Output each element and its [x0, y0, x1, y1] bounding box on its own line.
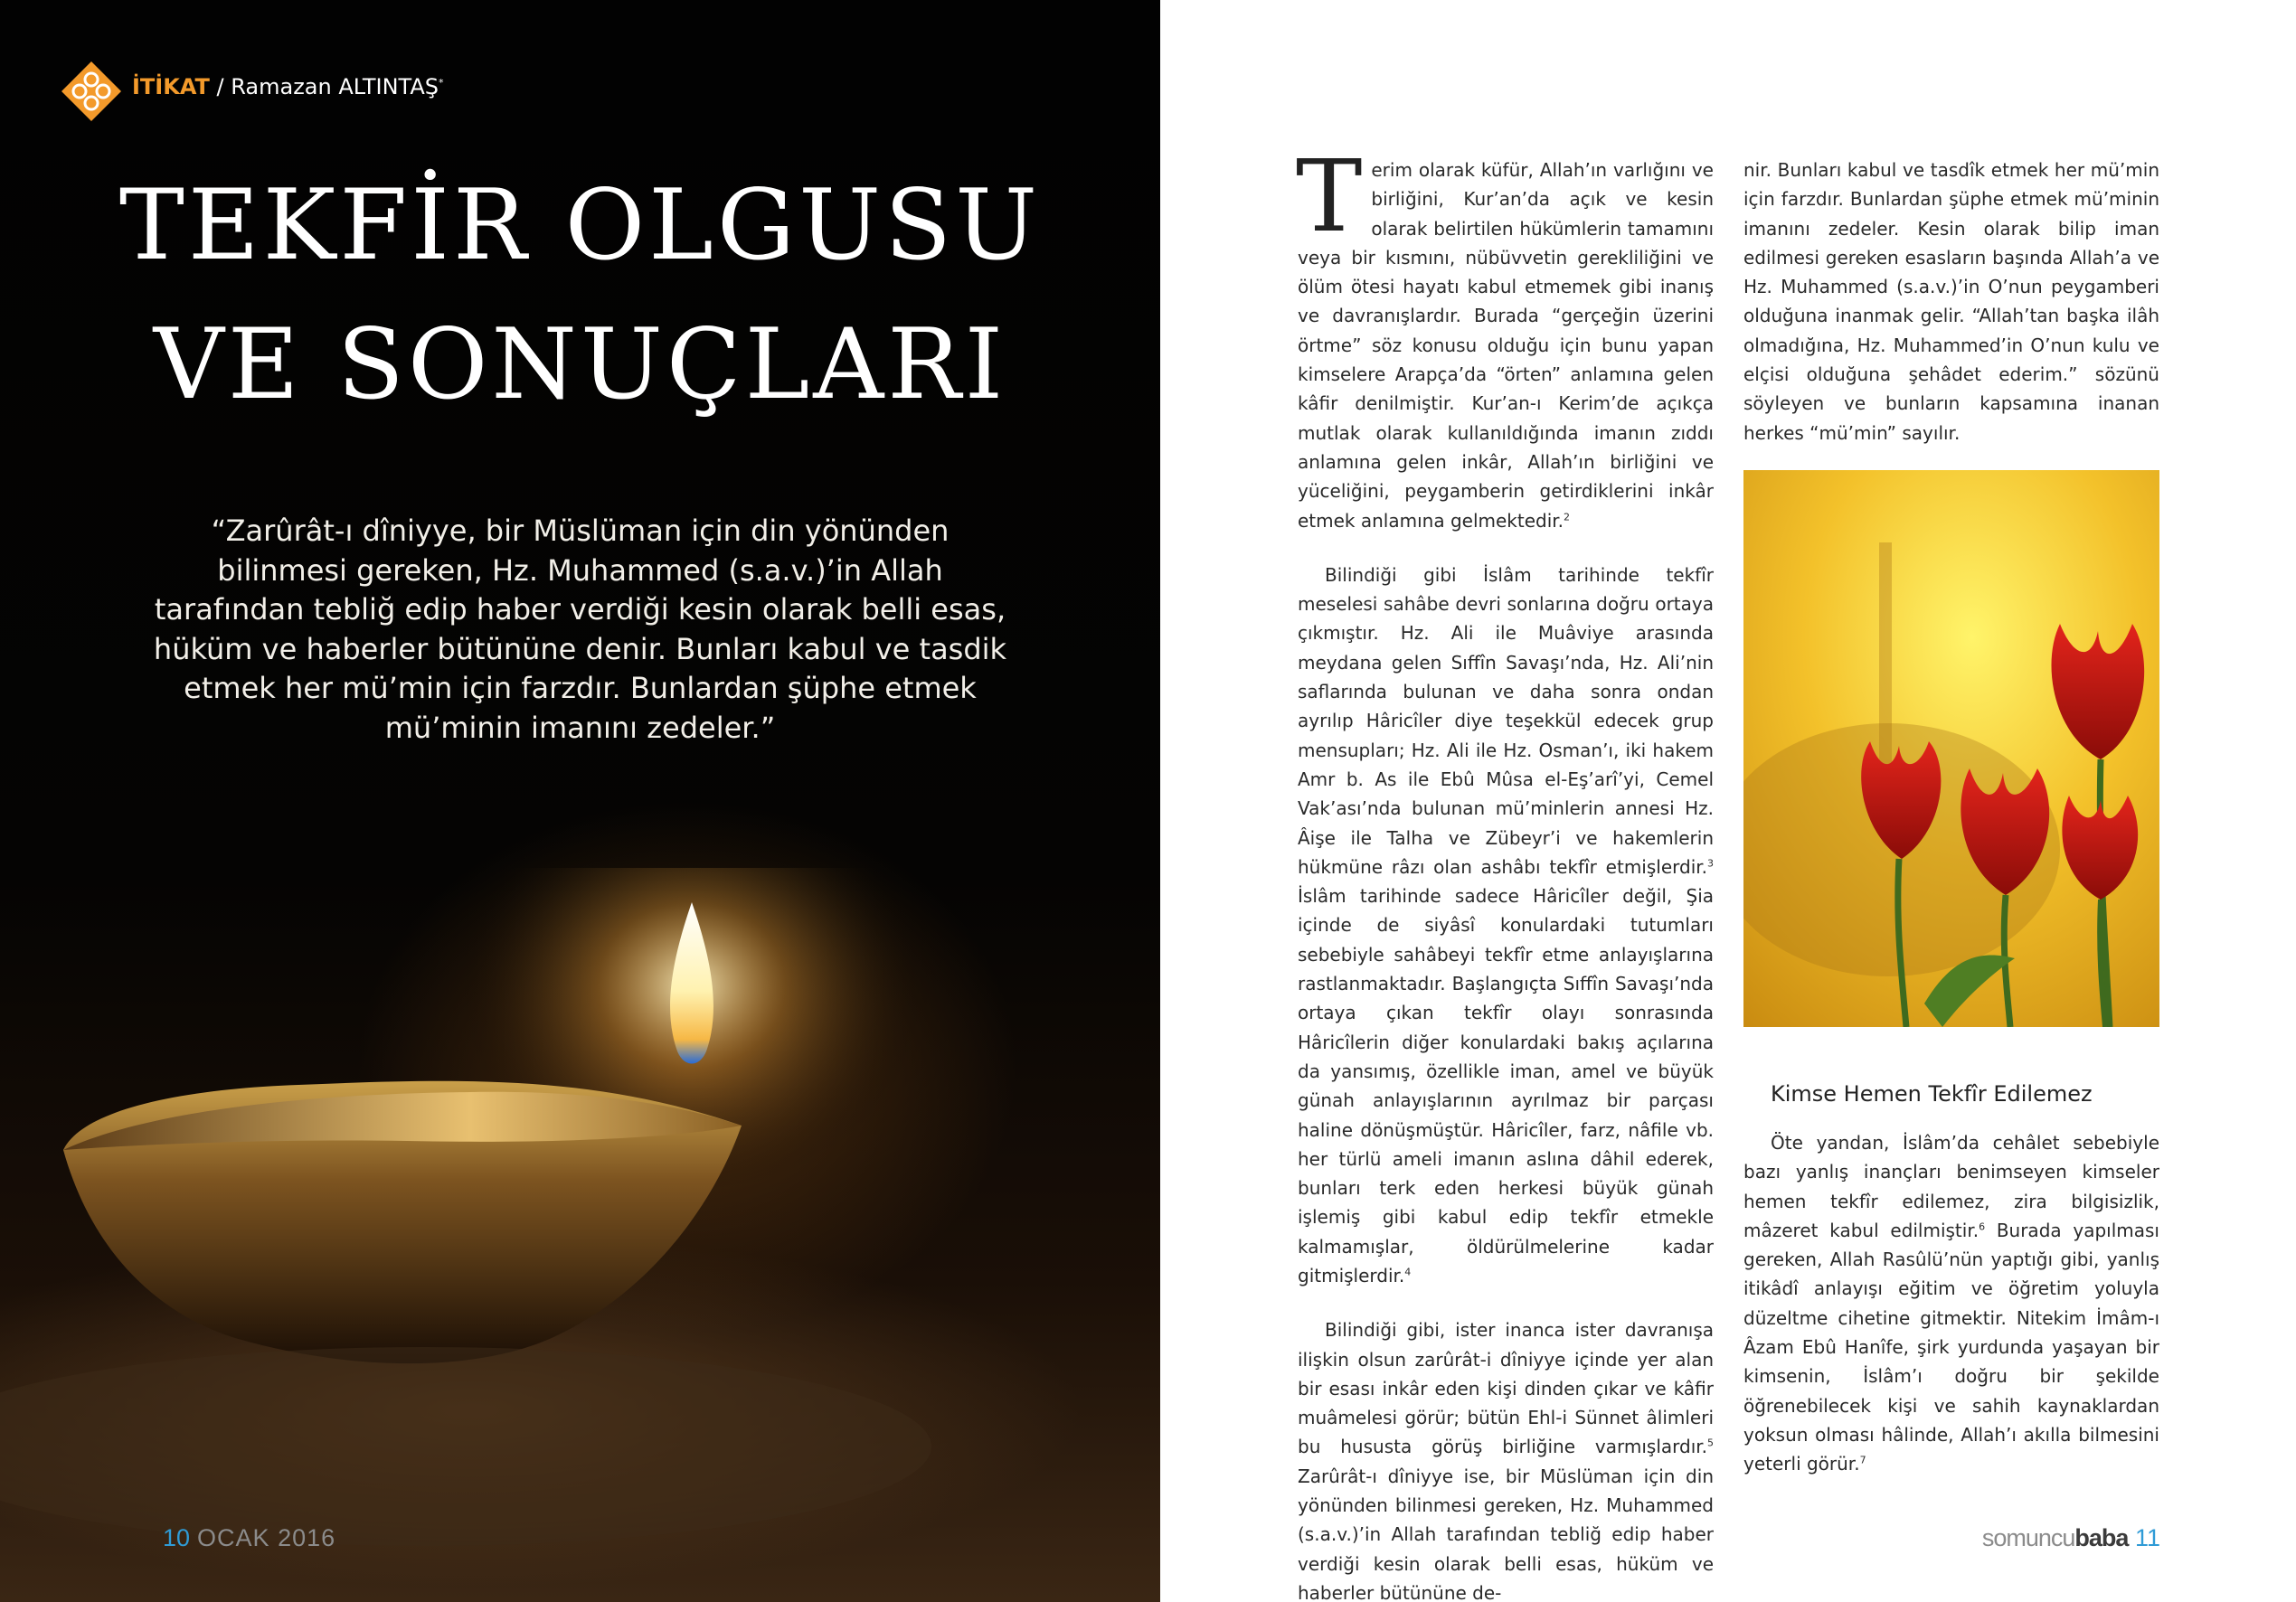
- paragraph-1-text: erim olarak küfür, Allah’ın varlığını ve birliğini, Kur’an’da açık ve kesin olarak belirtilen hükümlerin tamamını veya bir kısmını, nübüvvetin gerekliliğini ve ölüm ötesi hayatı kabul etmemek gibi inanış ve davranışlardır. Burada “gerçeğin üzerini örtme” söz konusu olduğu için bunu yapan kimselere Arapça’da “örten” anlamına gelen kâfir denilmiştir. Kur’an-ı Kerim’de açıkça mutlak olarak kullanıldığında imanın zıddı anlamına gelen inkâr, Allah’ın birliğini ve yüceliğini, peygamberin getirdiklerini inkâr etmek anlamına gelmektedir.: [1298, 159, 1714, 532]
- section-header: [132, 74, 443, 99]
- tulip-photo: [1743, 470, 2159, 1027]
- footnote-ref: 7: [1859, 1454, 1866, 1466]
- right-page: [1160, 0, 2296, 1602]
- footnote-ref: 4: [1404, 1266, 1412, 1278]
- paragraph-5: [1743, 1128, 2159, 1479]
- magazine-name-part2: baba: [2074, 1524, 2129, 1551]
- paragraph-5-text: Öte yandan, İslâm’da cehâlet sebebiyle bazı yanlış inançları benimseyen kimseler hemen tekfîr edilemez, zira bilgisizlik, mâzeret kabul edilmiştir.: [1743, 1132, 2159, 1241]
- page-number: 11: [2134, 1524, 2160, 1551]
- paragraph-2-text-cont: İslâm tarihinde sadece Hâricîler değil, Şia içinde de siyâsî konulardaki tutumları sebebiyle sahâbeyi tekfîr etme anlayışlarına rastlanmaktadır. Başlangıçta Sıffîn Savaşı’nda ortaya çıkan tekfîr olayı sonrasında Hâricîlerin diğer konulardaki bakış açılarına da yansımış, özellikle iman, amel ve büyük günah anlayışlarının ayrılmaz bir parçası haline dönüşmüştür. Hâricîler, farz, nâfile vb. her türlü ameli imanın aslına dâhil ederek, bunları terk eden herkesi büyük günah işlemiş gibi kabul edip tekfîr etmekle kalmamışlar, öldürülmelerine kadar gitmişlerdir.: [1298, 885, 1714, 1286]
- magazine-name: [1982, 1524, 2129, 1551]
- oil-lamp-illustration: [0, 868, 1160, 1602]
- header-separator: /: [209, 74, 231, 99]
- article-title-line2: VE SONUÇLARI: [153, 308, 1007, 421]
- paragraph-3-text-cont: Zarûrât-ı dîniyye ise, bir Müslüman için din yönünden bilinmesi gereken, Hz. Muhammed (s.a.v.)’in Allah tarafından tebliğ edip haber verdiği kesin olarak belli esas, hüküm ve haberler bütününe de-: [1298, 1465, 1714, 1602]
- drop-cap: T: [1296, 138, 1363, 254]
- section-label: İTİKAT: [132, 74, 210, 99]
- article-column-1: [1296, 138, 1714, 1602]
- footnote-ref: 2: [1564, 510, 1571, 523]
- footnote-ref: 6: [1979, 1220, 1986, 1233]
- paragraph-3: [1298, 1315, 1714, 1602]
- paragraph-5-text-cont: Burada yapılması gereken, Allah Rasûlü’nün yaptığı gibi, yanlış itikâdî anlayışı eğitim ve öğretim yoluyla düzeltme cihetine gitmektir. Nitekim İmâm-ı Âzam Ebû Hanîfe, şirk yurdunda yaşayan bir kimsenin, İslâm’ı doğru bir şekilde öğrenebilecek kişi ve sahih kaynaklardan yoksun olması hâlinde, Allah’ı akılla bilmesini yeterli görür.: [1743, 1219, 2159, 1475]
- pull-quote: “Zarûrât-ı dîniyye, bir Müslüman için din yönünden bilinmesi gereken, Hz. Muhammed (s.a.v.)’in Allah tarafından tebliğ edip haber verdiği kesin olarak belli esas, hüküm ve haberler bütününe denir. Bunları kabul ve tasdik etmek her mü’min için farzdır. Bunlardan şüphe etmek mü’minin imanını zedeler.”: [153, 514, 1007, 745]
- paragraph-2: [1298, 561, 1714, 1290]
- footnote-ref: 5: [1707, 1437, 1714, 1449]
- paragraph-4: nir. Bunları kabul ve tasdîk etmek her mü’min için farzdır. Bunlardan şüphe etmek mü’minin imanını zedeler. Kesin olarak bilip iman edilmesi gereken esasların başında Allah’a ve Hz. Muhammed (s.a.v.)’in O’nun peygamberi olduğuna inanmak gelir. “Allah’tan başka ilâh olmadığına, Hz. Muhammed’in O’nun kulu ve elçisi olduğuna şehâdet ederim.” sözünü söyleyen ve bunların kapsamına inanan herkes “mü’min” sayılır.: [1743, 159, 2159, 444]
- paragraph-3-text: Bilindiği gibi, ister inanca ister davranışa ilişkin olsun zarûrât-i dîniyye içinde yer alan bir esası inkâr eden kişi dinden çıkar ve kâfir muâmelesi görür; bütün Ehl-i Sünnet âlimleri bu hususta görüş birliğine varmışlardır.: [1298, 1319, 1714, 1458]
- article-title-line1: TEKFİR OLGUSU: [118, 169, 1042, 282]
- paragraph-2-text: Bilindiği gibi İslâm tarihinde tekfîr meselesi sahâbe devri sonlarına doğru ortaya çıkmıştır. Hz. Ali ile Muâviye arasında meydana gelen Sıffîn Savaşı’nda, Hz. Ali’nin saflarında bulunan ve daha sonra ondan ayrılıp Hâricîler diye teşekkül edecek grup mensupları; Hz. Ali ile Hz. Osman’ı, iki hakem Amr b. As ile Ebû Mûsa el-Eş’arî’yi, Cemel Vak’ası’nda bulunan mü’minlerin annesi Hz. Âişe ile Talha ve Zübeyr’i ve hakemlerin hükmüne râzı olan ashâbı tekfîr etmişlerdir.: [1298, 563, 1714, 878]
- page-number-left: [163, 1524, 335, 1552]
- article-column-2: [1743, 155, 2159, 448]
- magazine-name-part1: somuncu: [1981, 1524, 2075, 1551]
- footnote-ref: 3: [1707, 857, 1714, 870]
- page-number-right: [1982, 1524, 2160, 1552]
- author-name: Ramazan ALTINTAŞ: [231, 74, 439, 99]
- diamond-ornament-icon: [60, 60, 123, 123]
- page-number: 10: [163, 1524, 191, 1551]
- article-column-3: [1743, 1128, 2159, 1479]
- author-footnote-mark: *: [438, 77, 444, 89]
- issue-date: OCAK 2016: [197, 1524, 336, 1551]
- paragraph-1: [1296, 138, 1714, 535]
- section-subheading: Kimse Hemen Tekfîr Edilemez: [1771, 1081, 2093, 1107]
